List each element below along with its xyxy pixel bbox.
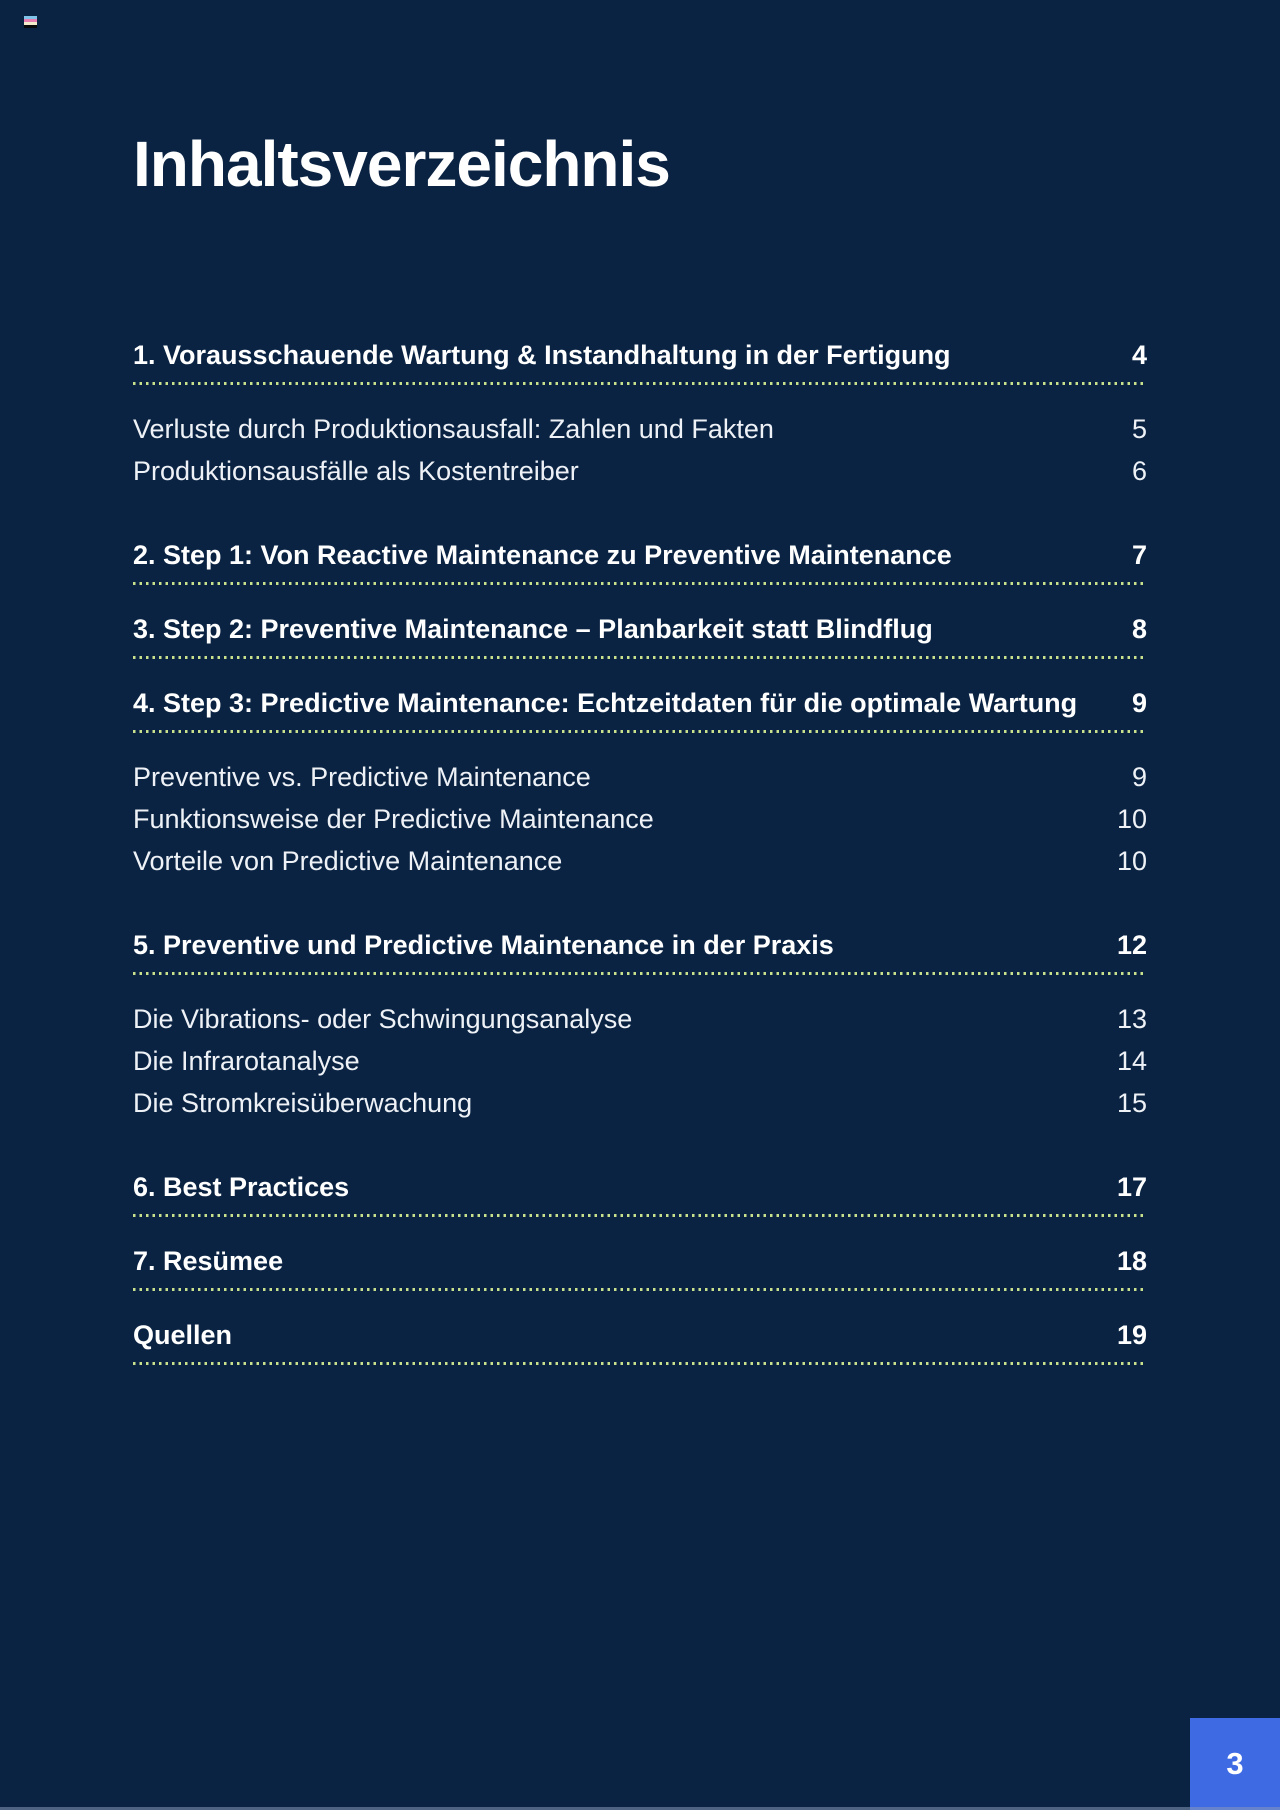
page-number: 3 — [1226, 1746, 1244, 1781]
toc-entry[interactable] — [133, 538, 1147, 572]
dotted-divider — [133, 1288, 1147, 1291]
toc-entry-label: Die Stromkreisüberwachung — [133, 1088, 473, 1118]
toc-entry-page-number: 10 — [1116, 804, 1147, 834]
toc-entry-label: 6. Best Practices — [133, 1172, 350, 1202]
toc-entry-label: 4. Step 3: Predictive Maintenance: Echtzeitdaten für die optimale Wartung — [133, 688, 1078, 718]
table-of-contents — [133, 338, 1147, 1365]
toc-entry[interactable] — [133, 686, 1147, 720]
toc-entry[interactable] — [133, 1044, 1147, 1078]
toc-entry-label: Vorteile von Predictive Maintenance — [133, 846, 563, 876]
toc-entry-label: Quellen — [133, 1320, 233, 1350]
toc-entry-label: 7. Resümee — [133, 1246, 284, 1276]
logo-stripe — [24, 25, 37, 28]
toc-entry-page-number: 4 — [1131, 340, 1147, 370]
toc-entry-page-number: 12 — [1116, 930, 1147, 960]
toc-entry-page-number: 19 — [1116, 1320, 1147, 1350]
dotted-divider — [133, 1362, 1147, 1365]
toc-entry-label: 2. Step 1: Von Reactive Maintenance zu Preventive Maintenance — [133, 540, 952, 570]
toc-entry-page-number: 15 — [1116, 1088, 1147, 1118]
dotted-divider — [133, 730, 1147, 733]
toc-entry[interactable] — [133, 844, 1147, 878]
toc-entry[interactable] — [133, 760, 1147, 794]
toc-entry-page-number: 14 — [1116, 1046, 1147, 1076]
toc-entry[interactable] — [133, 338, 1147, 372]
toc-entry[interactable] — [133, 612, 1147, 646]
toc-entry-label: Produktionsausfälle als Kostentreiber — [133, 456, 579, 486]
dotted-divider — [133, 972, 1147, 975]
toc-entry[interactable] — [133, 802, 1147, 836]
toc-entry-page-number: 9 — [1131, 762, 1147, 792]
toc-entry-page-number: 10 — [1116, 846, 1147, 876]
toc-entry-label: Verluste durch Produktionsausfall: Zahlen und Fakten — [133, 414, 774, 444]
toc-entry-page-number: 18 — [1116, 1246, 1147, 1276]
toc-entry[interactable] — [133, 1002, 1147, 1036]
dotted-divider — [133, 1214, 1147, 1217]
toc-entry[interactable] — [133, 454, 1147, 488]
toc-entry[interactable] — [133, 1244, 1147, 1278]
toc-entry-page-number: 13 — [1116, 1004, 1147, 1034]
page-title: Inhaltsverzeichnis — [133, 128, 670, 200]
toc-entry-label: Preventive vs. Predictive Maintenance — [133, 762, 591, 792]
toc-entry-label: 3. Step 2: Preventive Maintenance – Planbarkeit statt Blindflug — [133, 614, 933, 644]
toc-entry[interactable] — [133, 1318, 1147, 1352]
toc-entry-page-number: 17 — [1116, 1172, 1147, 1202]
logo-stripes-icon — [24, 16, 37, 28]
toc-entry-label: Funktionsweise der Predictive Maintenance — [133, 804, 654, 834]
toc-entry-page-number: 9 — [1131, 688, 1147, 718]
toc-entry-label: 1. Vorausschauende Wartung & Instandhaltung in der Fertigung — [133, 340, 951, 370]
toc-entry-page-number: 6 — [1131, 456, 1147, 486]
dotted-divider — [133, 656, 1147, 659]
toc-entry[interactable] — [133, 412, 1147, 446]
dotted-divider — [133, 582, 1147, 585]
toc-entry-page-number: 7 — [1131, 540, 1147, 570]
main-content — [133, 0, 1147, 1365]
toc-entry[interactable] — [133, 1170, 1147, 1204]
page-number-badge — [1190, 1718, 1280, 1810]
toc-entry-page-number: 5 — [1131, 414, 1147, 444]
toc-entry[interactable] — [133, 928, 1147, 962]
toc-entry-page-number: 8 — [1131, 614, 1147, 644]
toc-entry[interactable] — [133, 1086, 1147, 1120]
dotted-divider — [133, 382, 1147, 385]
toc-entry-label: 5. Preventive und Predictive Maintenance in der Praxis — [133, 930, 834, 960]
toc-entry-label: Die Infrarotanalyse — [133, 1046, 360, 1076]
toc-entry-label: Die Vibrations- oder Schwingungsanalyse — [133, 1004, 633, 1034]
